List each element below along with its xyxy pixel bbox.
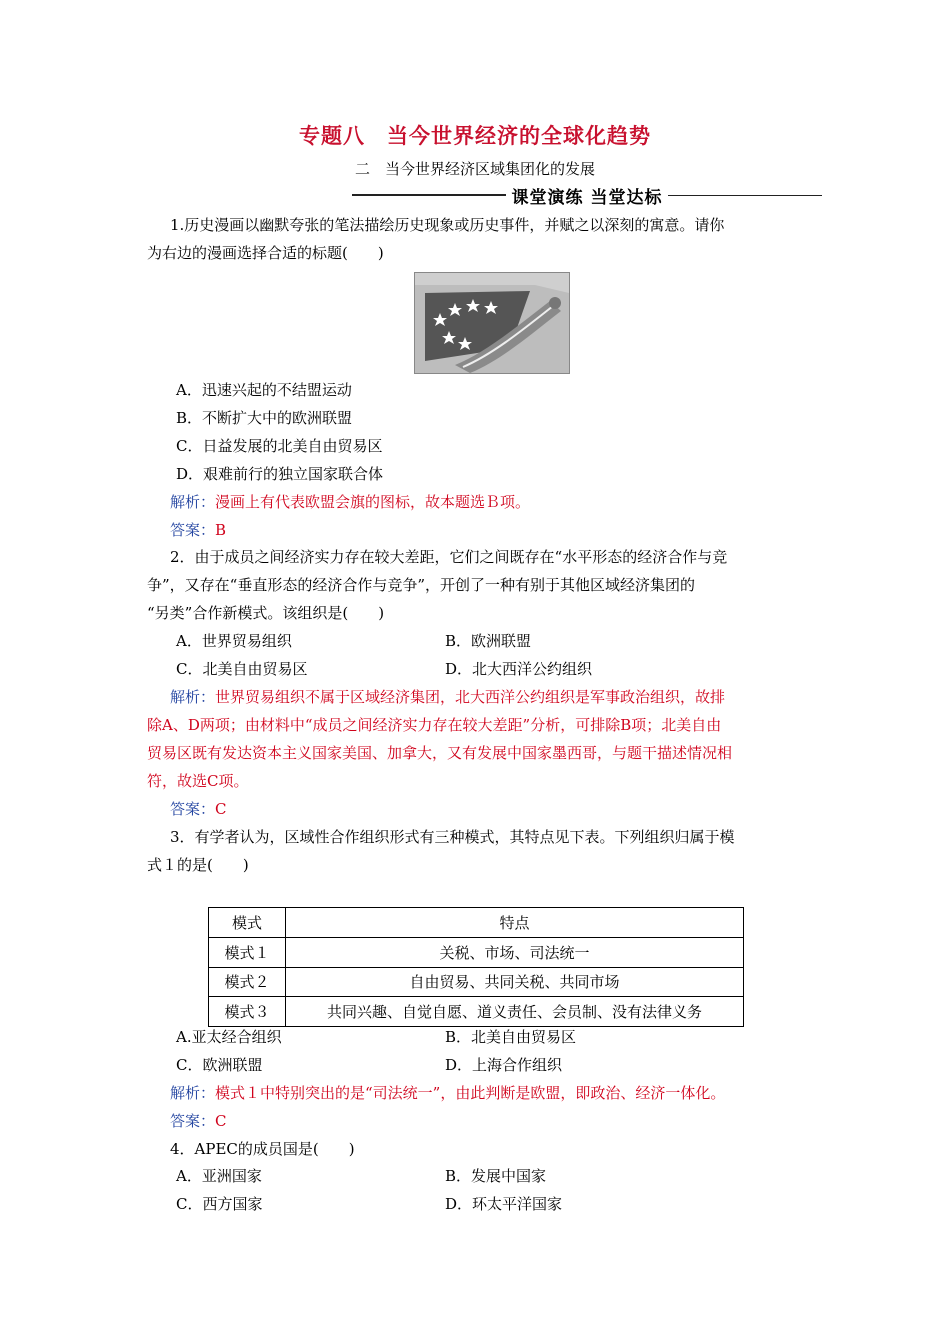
table-header-cell: 模式 <box>209 908 286 938</box>
analysis-label: 解析： <box>170 688 216 706</box>
answer-value: B <box>215 521 227 539</box>
table-cell: 模式３ <box>209 997 286 1027</box>
banner-rule-right <box>668 195 822 196</box>
table-row <box>209 937 744 967</box>
question-3-option-a: A.亚太经合组织 <box>176 1028 282 1046</box>
question-2-option-a: A．世界贸易组织 <box>176 632 292 650</box>
question-2-analysis-line-2: 除A、D两项；由材料中“成员之间经济实力存在较大差距”分析，可排除B项；北美自由 <box>147 716 722 734</box>
answer-value: C <box>215 800 227 818</box>
answer-value: C <box>215 1112 227 1130</box>
answer-label: 答案： <box>170 1112 216 1130</box>
question-3-line-1: 3．有学者认为，区域性合作组织形式有三种模式，其特点见下表。下列组织归属于模 <box>170 828 735 846</box>
analysis-text: 世界贸易组织不属于区域经济集团，北大西洋公约组织是军事政治组织，故排 <box>215 688 726 706</box>
question-2-analysis-line-4: 符，故选C项。 <box>147 772 249 790</box>
question-4-option-b: B．发展中国家 <box>445 1167 547 1185</box>
question-2-line-2: 争”，又存在“垂直形态的经济合作与竞争”，开创了一种有别于其他区域经济集团的 <box>147 576 696 594</box>
table-row <box>209 997 744 1027</box>
answer-label: 答案： <box>170 521 216 539</box>
cartoon-image <box>414 272 570 374</box>
table-cell: 模式２ <box>209 967 286 997</box>
question-1-line-2: 为右边的漫画选择合适的标题( ) <box>147 244 384 262</box>
table-header-row <box>209 908 744 938</box>
question-2-answer <box>170 799 227 819</box>
question-1-answer <box>170 520 226 540</box>
question-3-answer <box>170 1111 227 1131</box>
question-1-option-a: A．迅速兴起的不结盟运动 <box>176 381 352 399</box>
question-3-line-2: 式１的是( ) <box>147 856 249 874</box>
section-banner <box>352 183 822 207</box>
question-2-option-c: C．北美自由贸易区 <box>176 660 308 678</box>
analysis-label: 解析： <box>170 493 216 511</box>
question-1-option-d: D．艰难前行的独立国家联合体 <box>176 465 384 483</box>
table-header-cell: 特点 <box>286 908 744 938</box>
table-cell: 自由贸易、共同关税、共同市场 <box>286 967 744 997</box>
question-3-option-d: D．上海合作组织 <box>445 1056 563 1074</box>
question-4-option-c: C．西方国家 <box>176 1195 263 1213</box>
question-1-option-c: C．日益发展的北美自由贸易区 <box>176 437 383 455</box>
cartoon-drawing <box>415 273 569 373</box>
question-2-analysis-line-1 <box>170 687 725 707</box>
question-2-line-3: “另类”合作新模式。该组织是( ) <box>147 604 385 622</box>
question-1-line-1: 1.历史漫画以幽默夸张的笔法描绘历史现象或历史事件，并赋之以深刻的寓意。请你 <box>170 216 725 234</box>
question-4-option-d: D．环太平洋国家 <box>445 1195 563 1213</box>
question-1-analysis <box>170 492 530 512</box>
page-title: 专题八 当今世界经济的全球化趋势 <box>299 124 651 148</box>
analysis-text: 模式１中特别突出的是“司法统一”，由此判断是欧盟，即政治、经济一体化。 <box>215 1084 726 1102</box>
table-cell: 共同兴趣、自觉自愿、道义责任、会员制、没有法律义务 <box>286 997 744 1027</box>
banner-rule-left <box>352 194 506 196</box>
question-2-option-d: D．北大西洋公约组织 <box>445 660 593 678</box>
analysis-text: 漫画上有代表欧盟会旗的图标，故本题选Ｂ项。 <box>215 493 531 511</box>
question-2-analysis-line-3: 贸易区既有发达资本主义国家美国、加拿大，又有发展中国家墨西哥，与题干描述情况相 <box>147 744 733 762</box>
question-3-analysis <box>170 1083 725 1103</box>
question-1-option-b: B．不断扩大中的欧洲联盟 <box>176 409 353 427</box>
analysis-label: 解析： <box>170 1084 216 1102</box>
question-4-option-a: A．亚洲国家 <box>176 1167 262 1185</box>
question-2-line-1: 2．由于成员之间经济实力存在较大差距，它们之间既存在“水平形态的经济合作与竞 <box>170 548 728 566</box>
question-3-option-c: C．欧洲联盟 <box>176 1056 263 1074</box>
table-row <box>209 967 744 997</box>
answer-label: 答案： <box>170 800 216 818</box>
page-subtitle: 二 当今世界经济区域集团化的发展 <box>354 160 595 178</box>
table-cell: 模式１ <box>209 937 286 967</box>
question-3-option-b: B．北美自由贸易区 <box>445 1028 577 1046</box>
question-2-option-b: B．欧洲联盟 <box>445 632 532 650</box>
table-cell: 关税、市场、司法统一 <box>286 937 744 967</box>
mode-table <box>208 907 744 1027</box>
question-4-line-1: 4．APEC的成员国是( ) <box>170 1140 355 1158</box>
banner-label: 课堂演练 当堂达标 <box>511 187 663 208</box>
